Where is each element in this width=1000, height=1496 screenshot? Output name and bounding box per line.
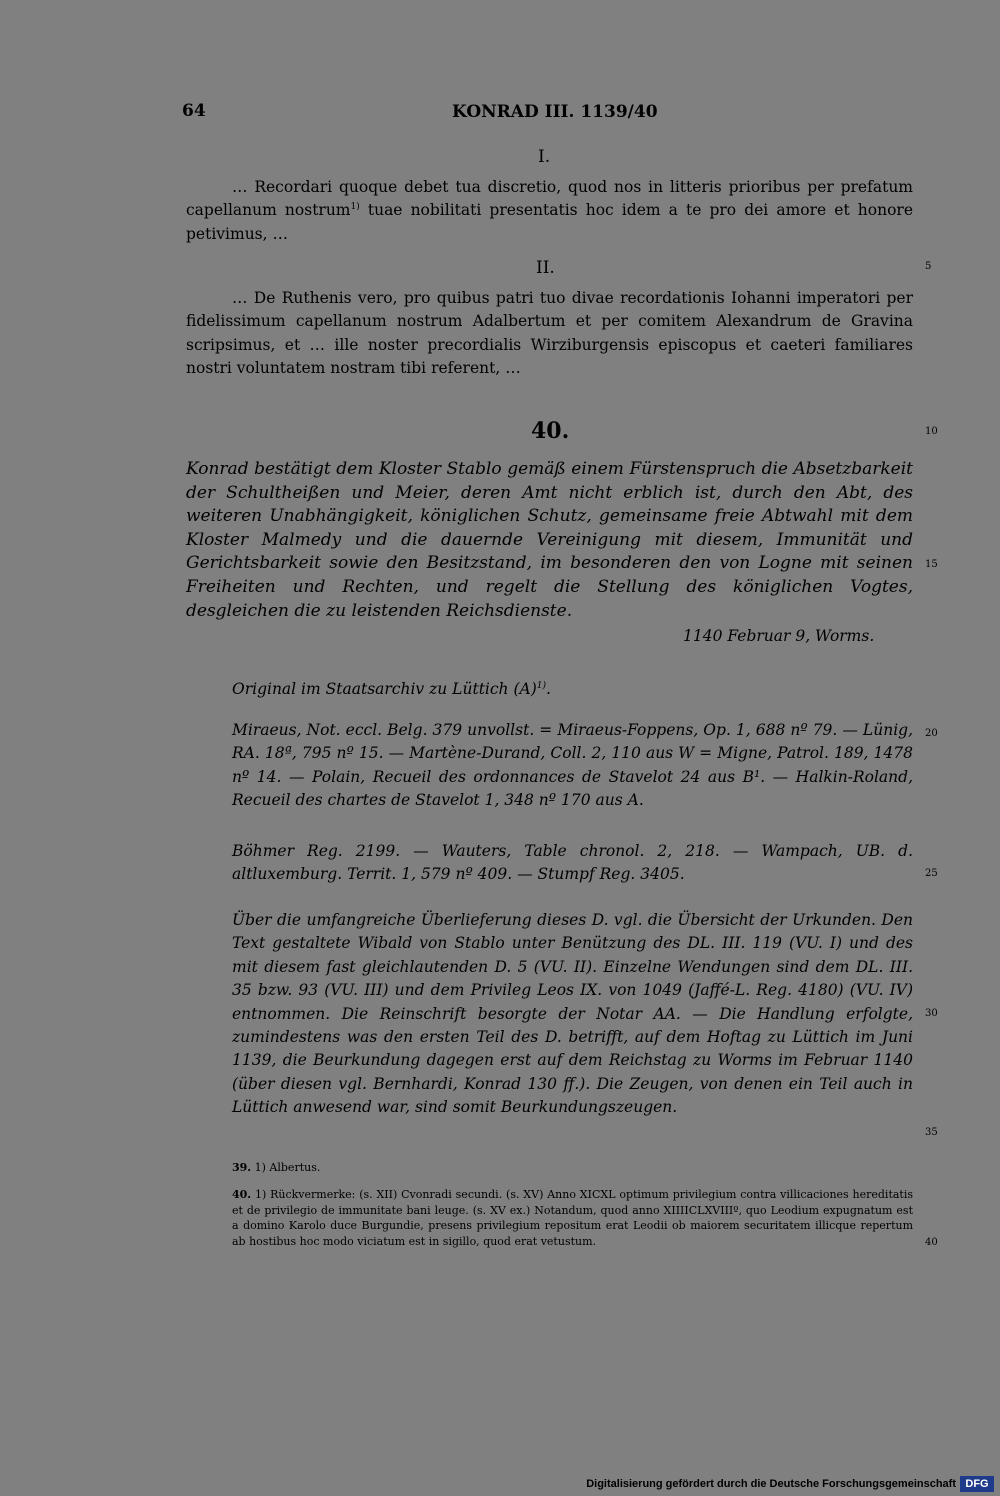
- footer-credit-text: Digitalisierung gefördert durch die Deutsche Forschungsgemeinschaft: [586, 1478, 956, 1490]
- footnote-40-text: 1) Rückvermerke: (s. XII) Cvonradi secundi. (s. XV) Anno XICXL optimum privilegium contra villicaciones hereditatis et de privilegio de immunitate bani leuge. (s. XV ex.) Notandum, quod anno XIIIICLXVIIIº, quo Leodium expugnatum est a domino Karolo duce Burgundie, presens privilegium repositum erat Leodii ob maiorem securitatem illicque repertum ab hostibus hoc modo viciatum est in sigillo, quod erat vetustum.: [232, 1188, 914, 1248]
- running-title: KONRAD III. 1139/40: [452, 102, 658, 122]
- section-i-text: [186, 176, 913, 246]
- line-number: 10: [925, 426, 938, 437]
- date-place: 1140 Februar 9, Worms.: [683, 627, 875, 645]
- line-number: 30: [925, 1008, 938, 1019]
- section-heading-ii: II.: [536, 258, 555, 278]
- line-number: 25: [925, 868, 938, 879]
- regesta-list: Böhmer Reg. 2199. — Wauters, Table chronol. 2, 218. — Wampach, UB. d. altluxemburg. Territ. 1, 579 nº 409. — Stumpf Reg. 3405.: [232, 842, 913, 884]
- document-summary: Konrad bestätigt dem Kloster Stablo gemäß einem Fürstenspruch die Absetzbarkeit der Schultheißen und Meier, deren Amt nicht erblich ist, durch den Abt, des weiteren Unabhängigkeit, königlichen Schutz, gemeinsame freie Abtwahl mit dem Kloster Malmedy und die dauernde Vereinigung mit diesem, Immunität und Gerichtsbarkeit sowie den Besitzstand, im besonderen den von Logne mit seinen Freiheiten und Rechten, und regelt die Stellung des königlichen Vogtes, desgleichen die zu leistenden Reichsdienste.: [186, 459, 913, 621]
- page-number: 64: [182, 101, 206, 121]
- line-number: 5: [925, 261, 932, 272]
- original-archive: Original im Staatsarchiv zu Lüttich $(A)^{1)}$.: [232, 680, 551, 698]
- editions-list: Miraeus, Not. eccl. Belg. 379 unvollst. = Miraeus-Foppens, Op. 1, 688 nº 79. — Lünig, RA. 18ª, 795 nº 15. — Martène-Durand, Coll. 2, 110 aus W = Migne, Patrol. 189, 1478 nº 14. — Polain, Recueil des ordonnances de Stavelot 24 aus B¹. — Halkin-Roland, Recueil des chartes de Stavelot 1, 348 nº 170 aus A.: [232, 721, 913, 810]
- section-i-footnote-ref: 1): [350, 202, 360, 213]
- line-number: 15: [925, 559, 938, 570]
- section-i-text-b: tuae nobilitati presentatis hoc idem a te pro dei amore et honore petivimus, …: [186, 201, 913, 243]
- footnote-40: [232, 1187, 913, 1249]
- section-heading-i: I.: [538, 147, 551, 167]
- footnote-39-label: 39.: [232, 1161, 252, 1174]
- footnote-39-text: 1) Albertus.: [254, 1161, 321, 1174]
- footnote-39: [232, 1160, 913, 1176]
- document-number: 40.: [531, 418, 570, 444]
- line-number: 20: [925, 728, 938, 739]
- footnote-40-label: 40.: [232, 1188, 252, 1201]
- section-i-text-a: … Recordari quoque debet tua discretio, quod nos in litteris prioribus per prefatum capellanum nostrum: [186, 178, 913, 220]
- original-footnote-ref: 1): [536, 680, 547, 691]
- section-ii-text: … De Ruthenis vero, pro quibus patri tuo divae recordationis Iohanni imperatori per fidelissimum capellanum nostrum Adalbertum et per comitem Alexandrum de Gravina scripsimus, et … ille noster precordialis Wirziburgensis episcopus et caeteri familiares nostri voluntatem nostram tibi referent, …: [186, 289, 913, 378]
- footer-credit: [586, 1474, 994, 1496]
- line-number: 40: [925, 1237, 938, 1248]
- commentary: Über die umfangreiche Überlieferung dieses D. vgl. die Übersicht der Urkunden. Den Text gestaltete Wibald von Stablo unter Benützung des DL. III. 119 (VU. I) und des mit diesem fast gleichlautenden D. 5 (VU. II). Einzelne Wendungen sind dem DL. III. 35 bzw. 93 (VU. III) und dem Privileg Leos IX. von 1049 (Jaffé-L. Reg. 4180) (VU. IV) entnommen. Die Reinschrift besorgte der Notar AA. — Die Handlung erfolgte, zumindestens was den ersten Teil des D. betrifft, auf dem Hoftag zu Lüttich im Juni 1139, die Beurkundung dagegen erst auf dem Reichstag zu Worms im Februar 1140 (über diesen vgl. Bernhardi, Konrad 130 ff.). Die Zeugen, von denen ein Teil auch in Lüttich anwesend war, sind somit Beurkundungszeugen.: [232, 911, 913, 1117]
- original-archive-text: Original im Staatsarchiv zu Lüttich (A): [232, 680, 537, 698]
- line-number: 35: [925, 1127, 938, 1138]
- dfg-logo-icon: DFG: [960, 1476, 994, 1492]
